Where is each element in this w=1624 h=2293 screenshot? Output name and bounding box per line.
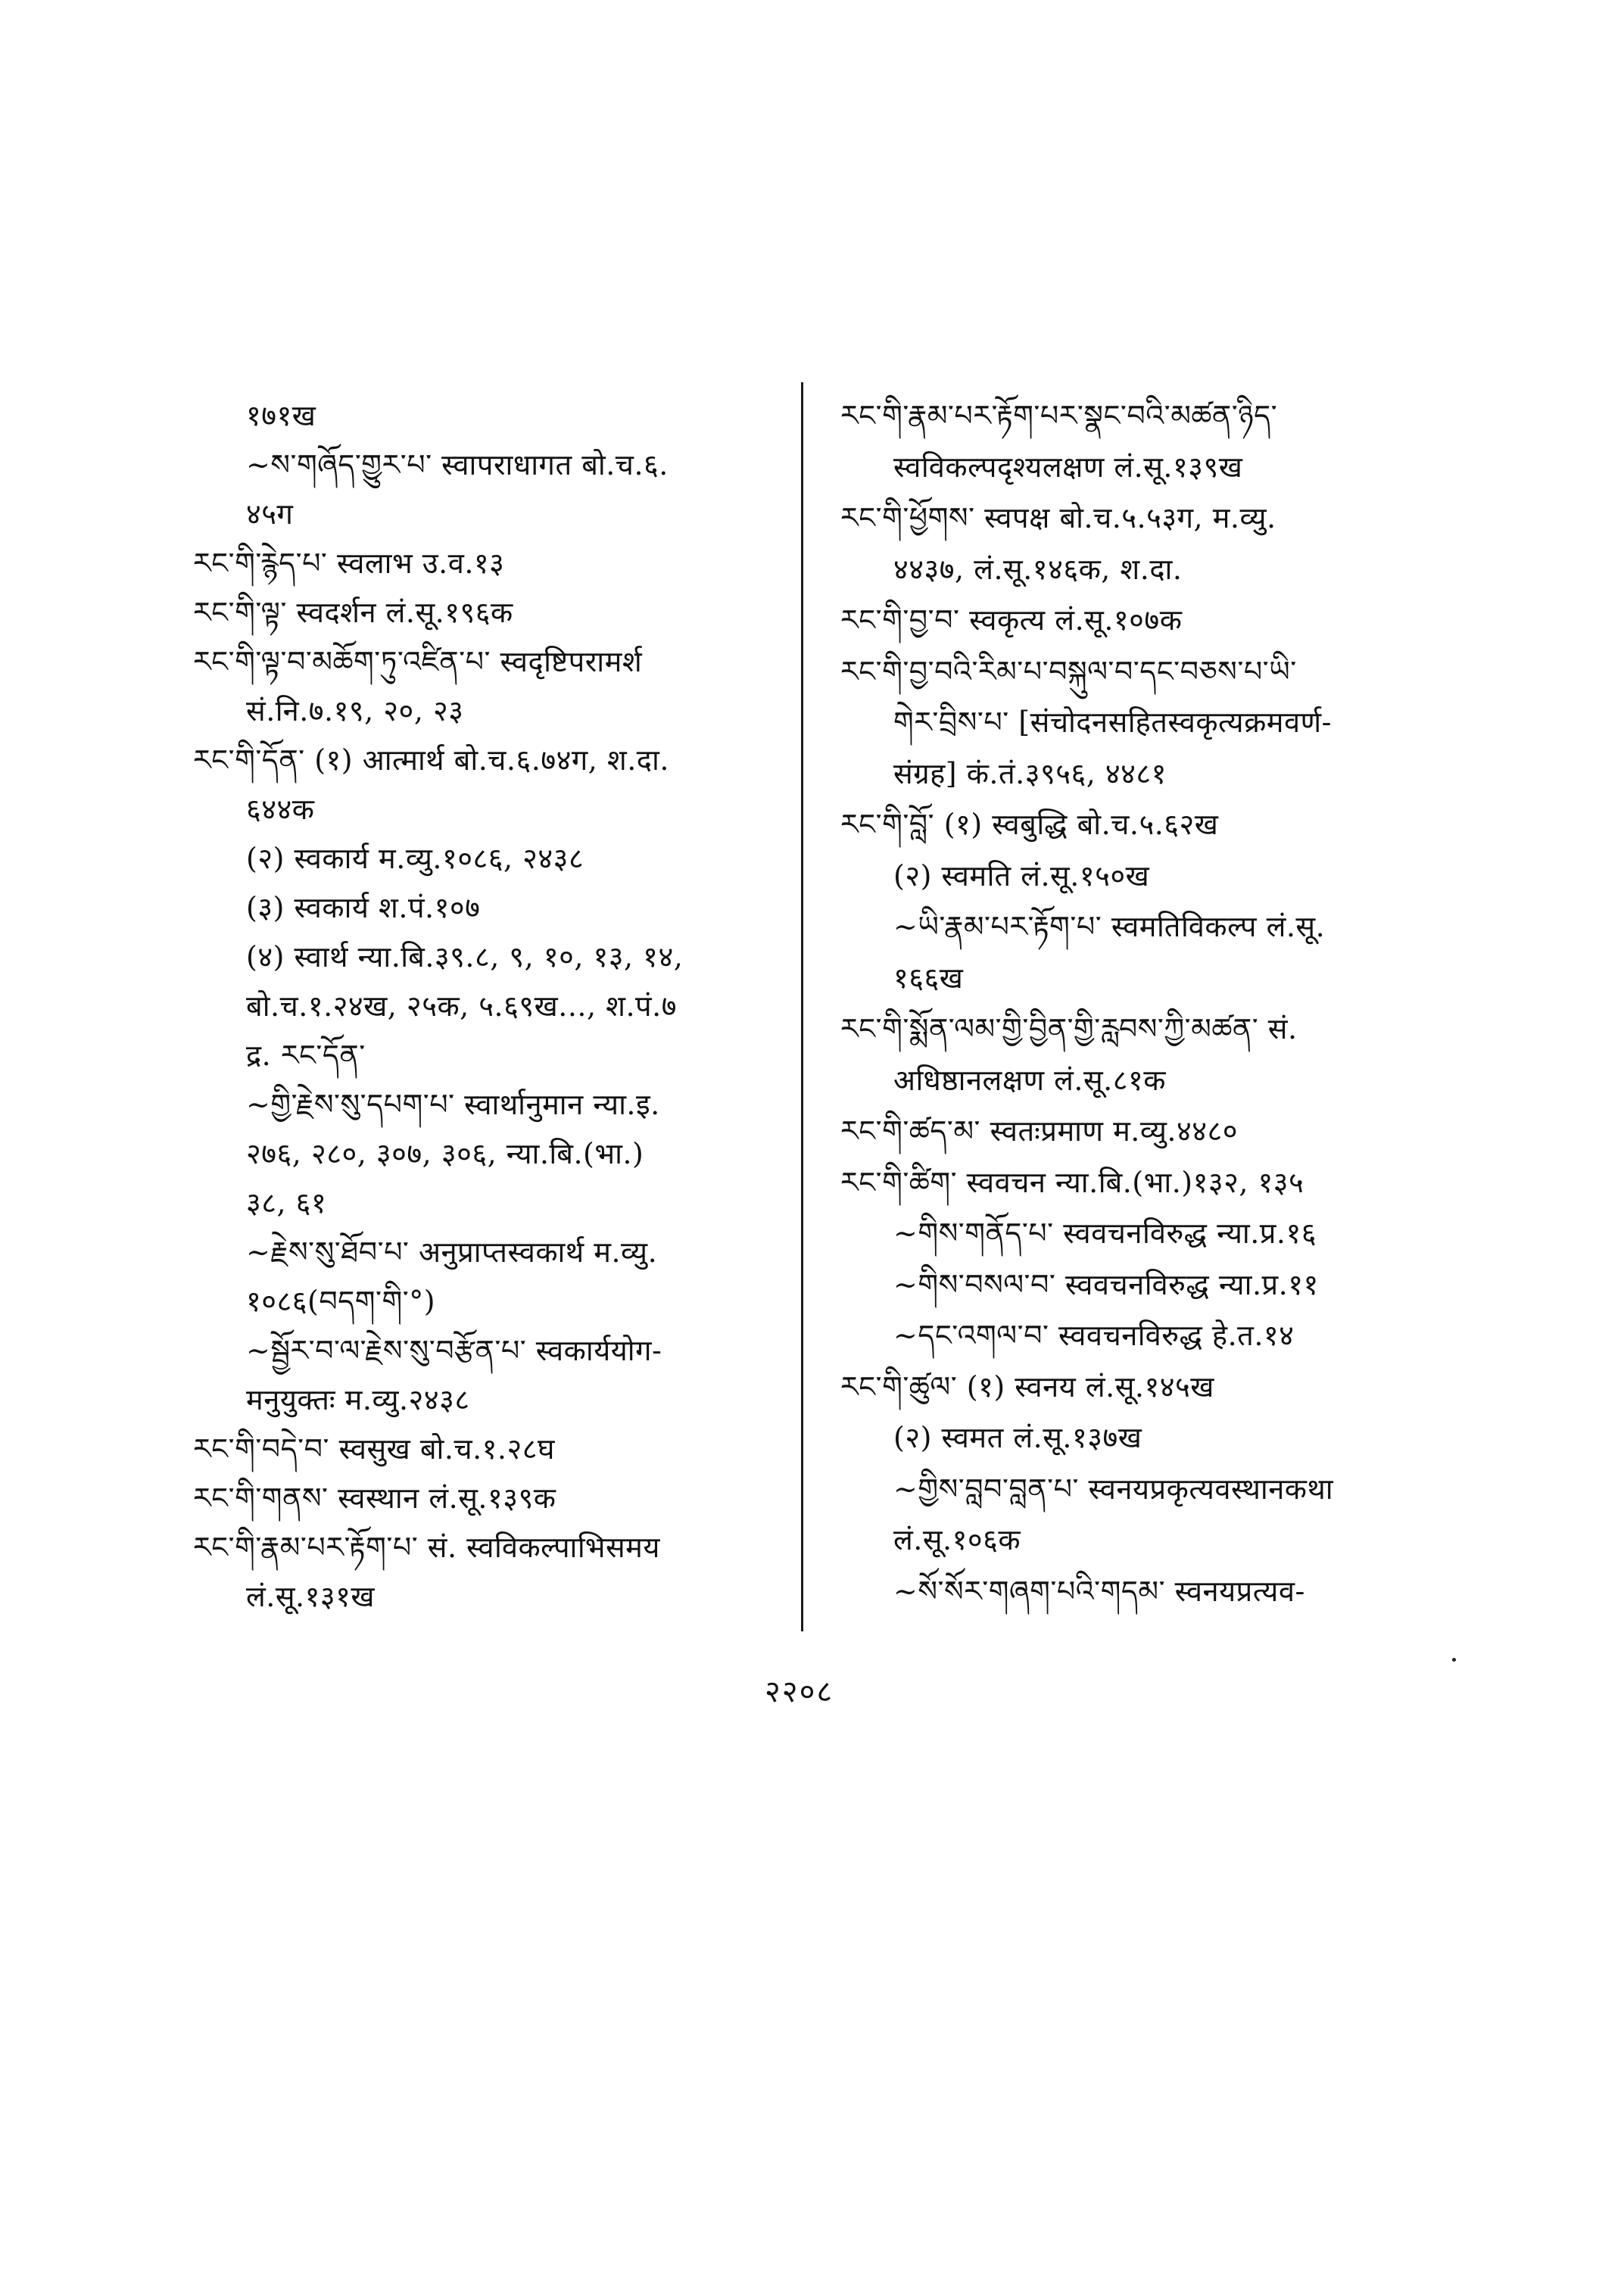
dictionary-entry-line: ४५ग [246,497,294,531]
dictionary-entry-line: (२) स्वमति लं.सू.१५०ख [893,858,1150,893]
dictionary-entry-line: ~ཡི་རྣམ་པར་རྟོག་པ་ स्वमतिविकल्प लं.सू. [893,910,1326,943]
dictionary-entry-line: ~སྦྱོར་བ་ལ་རྗེས་སུ་བརྩོན་པ་ स्वकार्ययोग- [246,1334,662,1367]
dictionary-entry-line: ~སོ་སོར་གཞག་པའི་གདམ་ स्वनयप्रत्यव- [893,1574,1305,1608]
dictionary-entry-line: २७६, २८०, ३०७, ३०६, न्या.बि.(भा.) [246,1137,644,1170]
dictionary-entry-line: ~གིས་གནོད་པ་ स्ववचनविरुद्ध न्या.प्र.१६ [893,1217,1317,1250]
dictionary-entry-line: स्वविकल्पदृश्यलक्षण लं.सू.१३९ख [893,450,1243,484]
dictionary-entry-line: ६४४क [246,793,315,826]
dictionary-headword-line: རང་གི་རྣམ་པར་རྟོག་པ་ सं. स्वविकल्पाभिसमय [193,1531,660,1564]
dictionary-headword-line: རང་གི་བྱ་བའི་རིམ་པ་བསྐུལ་བ་དང་བཅས་པ་ཡི་ [840,654,1297,688]
dictionary-entry-line: लं.सू.१३१ख [246,1580,375,1613]
dictionary-entry-line: ४४३७, लं.सू.१४६क, श.दा. [893,552,1183,586]
dictionary-entry-line: གེར་བྲིས་པ་ [संचोदनसहितस्वकृत्यक्रमवर्ण- [893,706,1332,739]
dictionary-headword-line: རང་གི་བློ་ (१) स्वबुद्धि बो.च.५.६२ख [840,808,1219,841]
dictionary-entry-line: द्र. རང་དོན་ [246,1039,366,1072]
dictionary-entry-line: ~དང་འགལ་བ་ स्ववचनविरुद्ध हे.त.१४ [893,1319,1295,1352]
dictionary-headword-line: རང་གི་བདེ་བ་ स्वसुख बो.च.१.२८घ [193,1432,555,1466]
dictionary-entry-line: लं.सू.१०६क [893,1523,1021,1556]
dictionary-headword-line: རང་གི་རྣམ་པར་རྟོག་པར་སྣང་བའི་མཚན་ཉིད་ [840,399,1278,432]
dictionary-headword-line: རང་གི་ལྟ་བ་མཆོག་ཏུ་འཛིན་པ་ स्वदृष्टिपरामर्श [193,645,643,678]
dictionary-entry-line: ~ས་གཞོད་གྱུར་པ་ स्वापराधागत बो.च.६. [246,448,669,481]
dictionary-entry-line: बो.च.१.२४ख, २५क, ५.६९ख..., श.पं.७ [246,989,677,1023]
dictionary-entry-line: १०८६(བདག་གི་°) [246,1285,436,1318]
dictionary-headword-line: རང་གི་བྱ་བ་ स्वकृत्य लं.सू.१०७क [840,603,1183,637]
dictionary-entry-line: ~རྗེས་སུ་ཐོབ་པ་ अनुप्राप्तस्वकार्थ म.व्यु. [246,1235,658,1269]
dictionary-entry-line: अधिष्ठानलक्षण लं.सू.८१क [893,1063,1166,1097]
dictionary-entry-line: मनुयुक्तः म.व्यु.२४३८ [246,1383,470,1416]
dictionary-headword-line: རང་གི་ཚུལ་ (१) स्वनय लं.सू.१४५ख [840,1369,1214,1404]
dictionary-headword-line: རང་གི་སྨོན་ལམ་གྱི་བྱིན་གྱི་རླབས་ཀྱི་མཚན་ सं. [840,1012,1298,1045]
dictionary-entry-line: ~གིས་བསལ་བ་ स्ववचनविरुद्ध न्या.प्र.११ [893,1267,1319,1301]
dictionary-headword-line: རང་གི་ཚིག་ स्ववचन न्या.बि.(भा.)१३२, १३५ [840,1165,1304,1199]
dictionary-headword-line: རང་གི་ཕྱོགས་ स्वपक्ष बो.च.५.५३ग, म.व्यु. [840,501,1276,534]
dictionary-entry-line: ~གྱིས་བླབ་བླན་པ་ स्वनयप्रकृत्यवस्थानकथा [893,1472,1334,1506]
dictionary-entry-line: ३८, ६१ [246,1186,327,1220]
dictionary-entry-line: (४) स्वार्थ न्या.बि.३९.८, ९, १०, १३, १४, [246,940,684,974]
dictionary-headword-line: རང་གི་རྙེད་པ་ स्वलाभ उ.व.१३ [193,547,505,580]
dictionary-headword-line: རང་གི་ལྟ་ स्वदर्शन लं.सू.१९६क [193,596,513,629]
print-speck [1452,1658,1456,1662]
dictionary-entry-line: सं.नि.७.१९, २०, २३ [246,694,464,727]
dictionary-entry-line: ~གྱི་རྗེས་སུ་དཔག་པ་ स्वार्थानुमान न्या.इ. [246,1088,660,1121]
dictionary-headword-line: རང་གི་དོན་ (१) आत्मार्थ बो.च.६.७४ग, श.दा. [193,743,669,777]
dictionary-entry-line: १६६ख [893,961,964,995]
page-number: २२०८ [765,1675,834,1709]
dictionary-entry-line: (३) स्वकार्य श.पं.१०७ [246,891,481,924]
dictionary-entry-line: (२) स्वकार्य म.व्यु.१०८६, २४३८ [246,842,584,875]
column-divider [801,382,803,1631]
dictionary-entry-line: संग्रह] कं.तं.३९५६, ४४८१ [893,756,1167,790]
dictionary-headword-line: རང་གི་གནས་ स्वस्थान लं.सू.१३९क [193,1481,556,1515]
dictionary-entry-line: (२) स्वमत लं.सू.१३७ख [893,1421,1142,1454]
dictionary-headword-line: རང་གི་ཚད་མ་ स्वतःप्रमाण म.व्यु.४४८० [840,1114,1239,1148]
dictionary-entry-line: १७१ख [246,399,316,432]
